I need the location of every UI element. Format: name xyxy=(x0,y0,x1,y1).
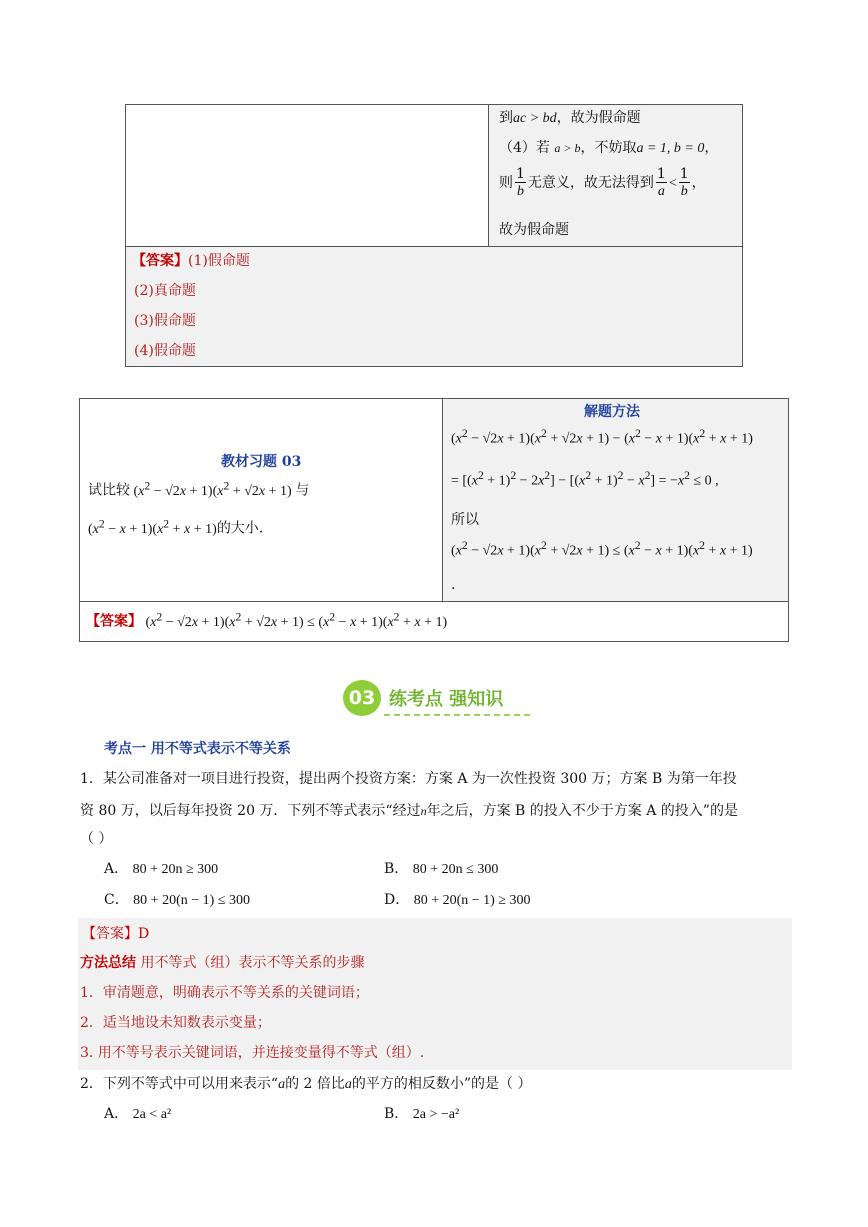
math-expr: $(x^2 - √2x + 1)(x^2 + √2x + 1) \le (x^2 - x + 1)(x^2 + x + 1)$ xyxy=(145,610,448,630)
option-expr: 80 + 20(n − 1) ≤ 300 xyxy=(133,893,250,908)
exercise-cell xyxy=(80,399,443,602)
option-expr: 2a > −a² xyxy=(412,1107,460,1122)
math: a xyxy=(344,1077,352,1092)
math-expr: $(x^2 - √2x + 1)(x^2 + √2x + 1)$ xyxy=(133,479,292,499)
topic-heading: 考点一 用不等式表示不等关系 xyxy=(104,741,291,757)
math: a = 1, b = 0 xyxy=(636,141,705,156)
text: 无意义，故无法得到 xyxy=(527,175,654,191)
option-label: B． xyxy=(384,861,409,877)
math: a > b xyxy=(554,141,581,155)
text: 与 xyxy=(295,482,310,499)
math-expr: $(x^2 - √2x + 1)(x^2 + √2x + 1) - (x^2 - x + 1)(x^2 + x + 1)$ xyxy=(451,427,753,447)
section-underline xyxy=(384,714,530,716)
answer-item: (2)真命题 xyxy=(134,283,196,299)
solution-table-2 xyxy=(79,398,789,642)
answer-text: 【答案】D xyxy=(82,926,150,942)
table1-answer-cell xyxy=(126,247,743,367)
question-blank: （ ） xyxy=(80,831,113,847)
math: n xyxy=(420,804,427,818)
table1-right-cell: 到ac > bd，故为假命题 （4）若 a > b，不妨取a = 1, b = 0， 则 $\frac{1}{b}$ 无意义，故无法得到 $\frac{1}{a}$ < $\frac{1}{b}$ ， 故为假命题 xyxy=(489,105,743,247)
fraction: $\frac{1}{a}$ xyxy=(656,166,666,199)
method-label: 方法总结 xyxy=(80,955,136,971)
option-c[interactable] xyxy=(104,889,250,909)
option-expr: 80 + 20n ≤ 300 xyxy=(412,862,499,877)
answer-item: (1)假命题 xyxy=(188,253,250,269)
text: ，不妨取 xyxy=(580,140,637,156)
method-title: 解题方法 xyxy=(584,404,640,420)
option-expr: 2a < a² xyxy=(132,1107,172,1122)
option-label: A． xyxy=(104,861,129,877)
text: 试比较 xyxy=(88,482,130,499)
option-a[interactable] xyxy=(104,1103,171,1123)
fraction: $\frac{1}{b}$ xyxy=(516,166,525,199)
solution-table-1 xyxy=(125,104,743,367)
option-expr: 80 + 20n ≥ 300 xyxy=(132,862,219,877)
option-d[interactable] xyxy=(384,889,531,909)
option-expr: 80 + 20(n − 1) ≥ 300 xyxy=(413,893,531,908)
question-text: 资 80 万，以后每年投资 20 万．下列不等式表示“经过 xyxy=(80,803,421,819)
table2-answer-cell xyxy=(80,602,789,642)
question-text: 的平方的相反数小”的是（ ） xyxy=(351,1076,532,1092)
q1-answer-block xyxy=(78,918,792,1070)
answer-label: 【答案】 xyxy=(132,253,188,269)
math-expr: = $[(x^2 + 1)^2 - 2x^2] - [(x^2 + 1)^2 - x^2] = -x^2 \le 0$ , xyxy=(451,469,719,489)
text: 故为假命题 xyxy=(499,222,569,238)
table1-left-cell xyxy=(126,105,489,247)
question-text: 2．下列不等式中可以用来表示“ xyxy=(80,1076,279,1092)
section-title: 练考点 强知识 xyxy=(389,689,504,710)
section-badge: 03 xyxy=(343,680,381,716)
text: ， xyxy=(704,140,719,156)
method-step: 2．适当地设未知数表示变量； xyxy=(80,1015,271,1031)
math: a xyxy=(278,1077,286,1092)
fraction: $\frac{1}{b}$ xyxy=(679,166,689,199)
question-text: 的 2 倍比 xyxy=(285,1076,345,1092)
option-b[interactable] xyxy=(384,858,498,878)
option-b[interactable] xyxy=(384,1103,459,1123)
option-label: B． xyxy=(384,1106,409,1122)
text: （4）若 xyxy=(499,140,550,156)
option-label: A． xyxy=(104,1106,129,1122)
option-a[interactable] xyxy=(104,858,218,878)
text: 的大小. xyxy=(216,520,264,537)
math-expr: $(x^2 - √2x + 1)(x^2 + √2x + 1) \le (x^2 - x + 1)(x^2 + x + 1)$ xyxy=(451,539,753,559)
text: ，故为假命题 xyxy=(556,110,641,126)
method-step: 3. 用不等号表示关键词语，并连接变量得不等式（组）. xyxy=(80,1045,425,1061)
text: 所以 xyxy=(451,512,479,528)
text: . xyxy=(451,577,456,593)
question-text: 年之后，方案 B 的投入不少于方案 A 的投入”的是 xyxy=(426,803,738,819)
answer-item: (3)假命题 xyxy=(134,313,196,329)
exercise-title: 教材习题 03 xyxy=(221,454,302,470)
text: 到 xyxy=(499,110,513,126)
question-text: 1．某公司准备对一项目进行投资，提出两个投资方案：方案 A 为一次性投资 300 万；方案 B 为第一年投 xyxy=(80,771,737,787)
math: ac > bd xyxy=(513,111,557,126)
method-step: 1．审清题意，明确表示不等关系的关键词语； xyxy=(80,985,369,1001)
answer-item: (4)假命题 xyxy=(134,343,196,359)
method-title: 用不等式（组）表示不等关系的步骤 xyxy=(140,955,365,971)
math-expr: $(x^2 - x + 1)(x^2 + x + 1)$ xyxy=(88,517,217,537)
text: ， xyxy=(691,175,706,191)
option-label: C． xyxy=(104,892,129,908)
option-label: D． xyxy=(384,892,410,908)
method-cell xyxy=(443,399,789,602)
text: 则 xyxy=(499,175,513,191)
answer-label: 【答案】 xyxy=(86,613,142,630)
